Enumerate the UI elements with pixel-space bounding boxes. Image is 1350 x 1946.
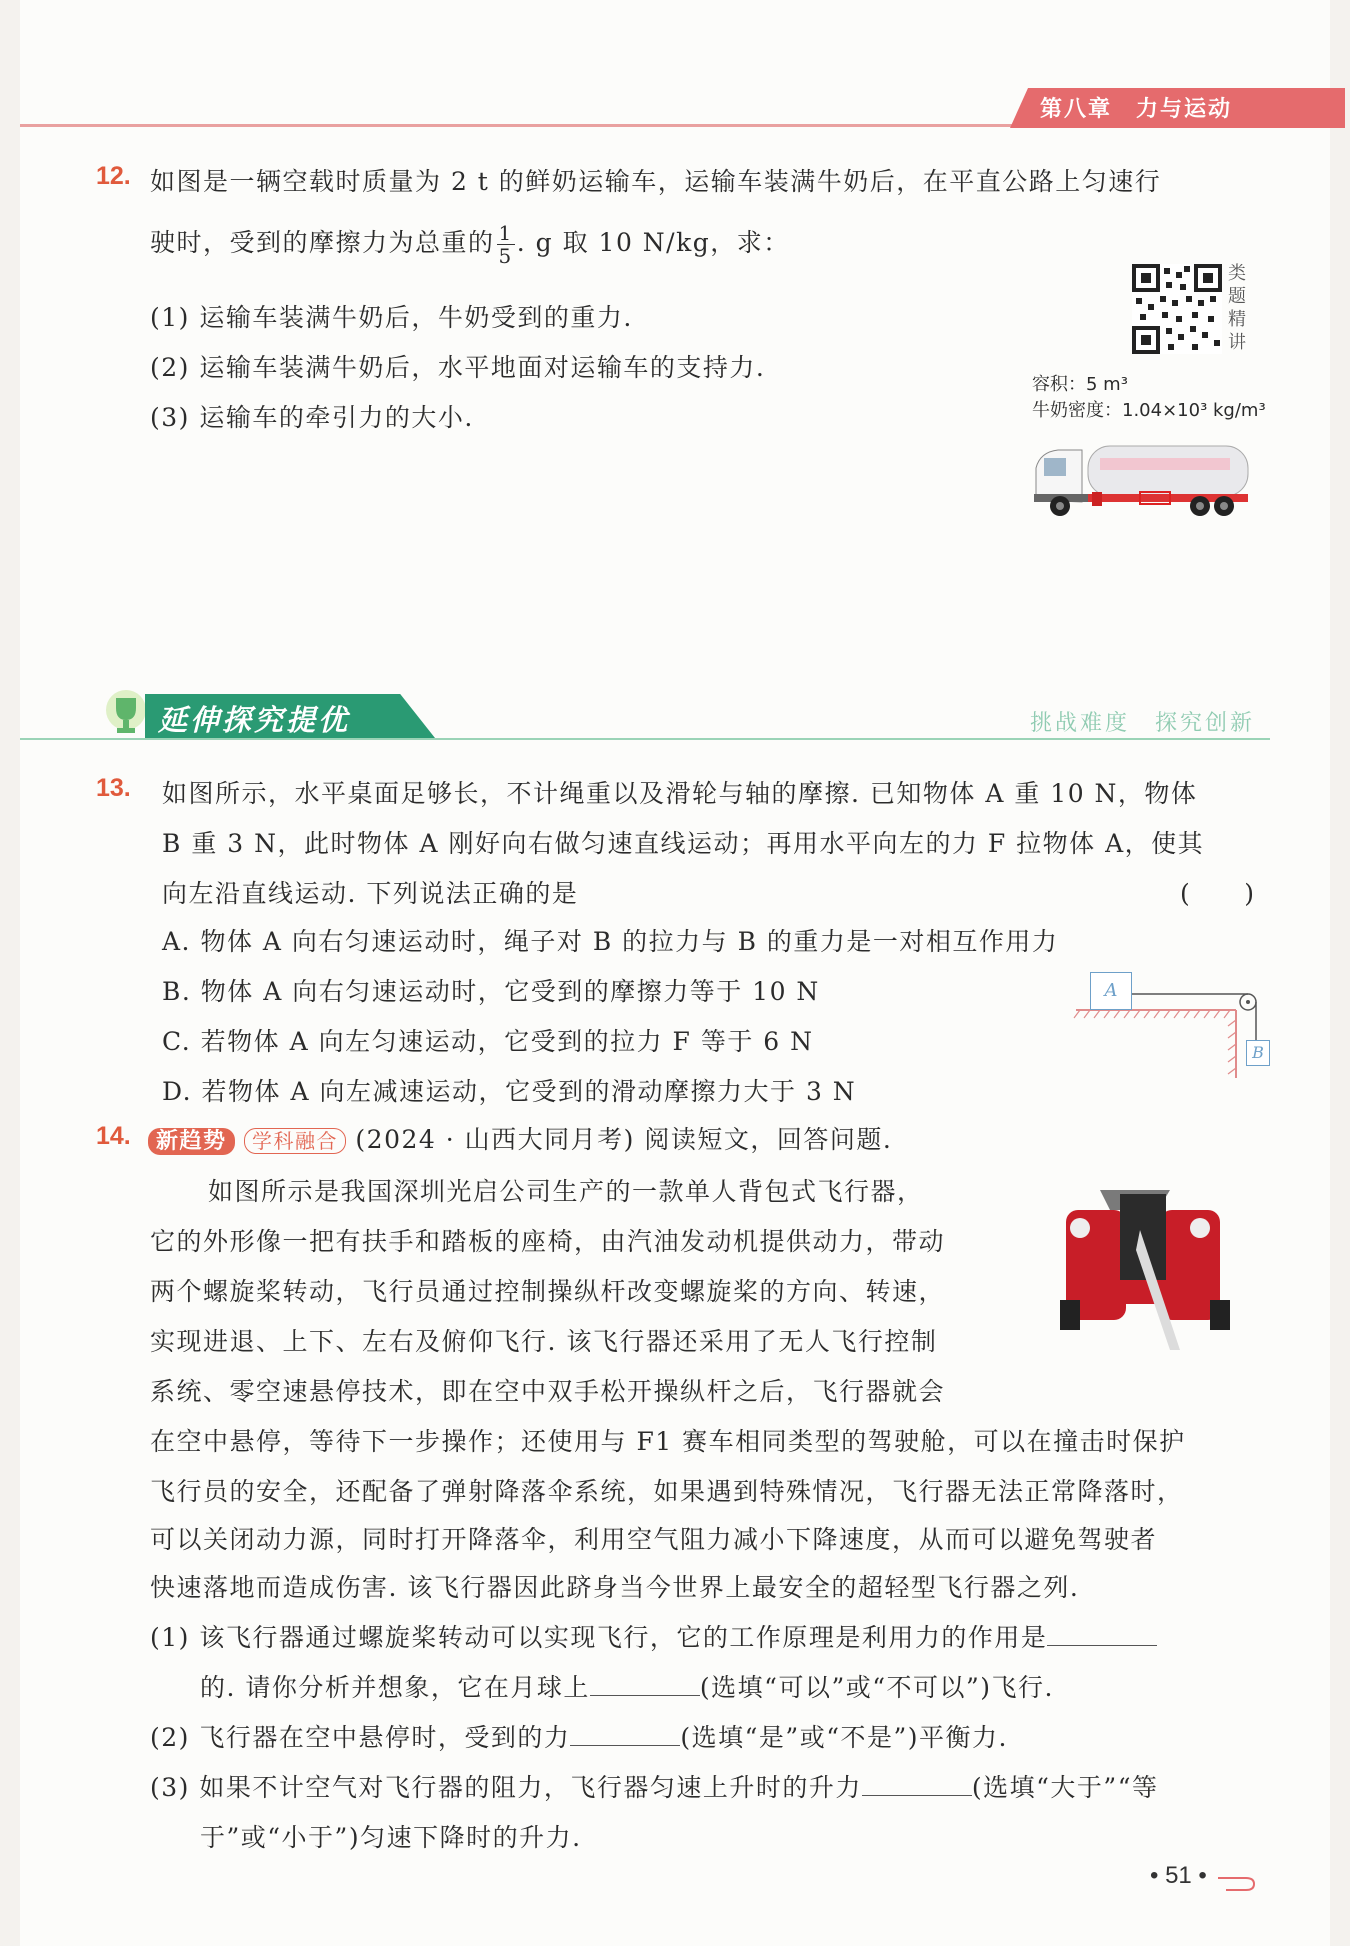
q14-sub1-text: (1) 该飞行器通过螺旋桨转动可以实现飞行，它的工作原理是利用力的作用是 <box>150 1623 1048 1652</box>
jetpack-aircraft-image <box>1040 1170 1260 1354</box>
q14-number: 14. <box>96 1122 131 1150</box>
q13-line3: 向左沿直线运动. 下列说法正确的是 <box>162 879 579 908</box>
q14-sub2-text2: (选填“是”或“不是”)平衡力. <box>680 1723 1008 1752</box>
page-flourish-icon <box>1216 1874 1256 1898</box>
q14-para-line5: 系统、零空速悬停技术，即在空中双手松开操纵杆之后，飞行器就会 <box>150 1377 946 1406</box>
q14-para-line3: 两个螺旋桨转动，飞行员通过控制操纵杆改变螺旋桨的方向、转速， <box>150 1277 946 1306</box>
page <box>20 0 1330 1946</box>
q13-option-a[interactable]: A. 物体 A 向右匀速运动时，绳子对 B 的拉力与 B 的重力是一对相互作用力 <box>162 927 1059 956</box>
q14-sub2 <box>150 1718 1008 1754</box>
q13-line1: 如图所示，水平桌面足够长，不计绳重以及滑轮与轴的摩擦. 已知物体 A 重 10 N，物体 <box>162 779 1198 808</box>
q14-sub1-line2 <box>200 1668 1054 1704</box>
block-a: A <box>1090 972 1132 1010</box>
qr-label: 类题精讲 <box>1228 263 1246 353</box>
q14-para-line4: 实现进退、上下、左右及俯仰飞行. 该飞行器还采用了无人飞行控制 <box>150 1327 938 1356</box>
milk-truck-image <box>1030 428 1254 528</box>
trend-badge: 新趋势 <box>148 1128 235 1155</box>
q14-header <box>148 1120 892 1156</box>
q13-line2: B 重 3 N，此时物体 A 刚好向右做匀速直线运动；再用水平向左的力 F 拉物体 A，使其 <box>162 829 1205 858</box>
section-title: 延伸探究提优 <box>158 703 351 737</box>
density-label: 牛奶密度：1.04×10³ kg/m³ <box>1032 400 1266 421</box>
q12-line2 <box>150 222 790 267</box>
q14-sub1-text3: (选填“可以”或“不可以”)飞行. <box>699 1673 1054 1702</box>
block-b: B <box>1246 1040 1270 1066</box>
q12-sub1: (1) 运输车装满牛奶后，牛奶受到的重力. <box>150 303 633 332</box>
trophy-icon <box>104 690 148 744</box>
qr-code-icon[interactable] <box>1132 264 1222 358</box>
q14-sub3-text: (3) 如果不计空气对飞行器的阻力，飞行器匀速上升时的升力 <box>150 1773 862 1802</box>
answer-blank-1[interactable] <box>1047 1623 1157 1646</box>
q14-sub1-line1 <box>150 1618 1157 1654</box>
answer-blank-3[interactable] <box>570 1723 680 1746</box>
q14-sub1-text2: 的. 请你分析并想象，它在月球上 <box>200 1673 590 1702</box>
q14-sub3-text2: (选填“大于”“等 <box>971 1773 1159 1802</box>
q13-answer-paren: ( ) <box>1180 879 1256 908</box>
q12-line1: 如图是一辆空载时质量为 2 t 的鲜奶运输车，运输车装满牛奶后，在平直公路上匀速行 <box>150 167 1162 196</box>
q12-number: 12. <box>96 162 131 190</box>
capacity-label: 容积：5 m³ <box>1032 374 1128 395</box>
q13-option-c[interactable]: C. 若物体 A 向左匀速运动，它受到的拉力 F 等于 6 N <box>162 1027 814 1056</box>
q13-option-d[interactable]: D. 若物体 A 向左减速运动，它受到的滑动摩擦力大于 3 N <box>162 1077 857 1106</box>
q13-option-b[interactable]: B. 物体 A 向右匀速运动时，它受到的摩擦力等于 10 N <box>162 977 820 1006</box>
q12-fraction <box>497 222 515 267</box>
q12-sub3: (3) 运输车的牵引力的大小. <box>150 403 474 432</box>
q14-para-line8: 可以关闭动力源，同时打开降落伞，利用空气阻力减小下降速度，从而可以避免驾驶者 <box>150 1525 1158 1554</box>
fraction-denominator: 5 <box>498 244 513 268</box>
section-subtitle: 挑战难度 探究创新 <box>1030 711 1256 736</box>
q14-sub3-line1 <box>150 1768 1158 1804</box>
q12-sub2: (2) 运输车装满牛奶后，水平地面对运输车的支持力. <box>150 353 766 382</box>
q12-line2b: . g 取 10 N/kg，求： <box>516 228 790 257</box>
q13-number: 13. <box>96 774 131 802</box>
q14-intro: (2024 · 山西大同月考) 阅读短文，回答问题. <box>355 1125 893 1154</box>
q14-para-line9: 快速落地而造成伤害. 该飞行器因此跻身当今世界上最安全的超轻型飞行器之列. <box>150 1573 1080 1602</box>
answer-blank-4[interactable] <box>862 1773 972 1796</box>
q14-para-line1: 如图所示是我国深圳光启公司生产的一款单人背包式飞行器， <box>208 1177 924 1206</box>
fraction-numerator: 1 <box>498 221 513 245</box>
q14-para-line2: 它的外形像一把有扶手和踏板的座椅，由汽油发动机提供动力，带动 <box>150 1227 946 1256</box>
q14-para-line7: 飞行员的安全，还配备了弹射降落伞系统，如果遇到特殊情况，飞行器无法正常降落时， <box>150 1477 1184 1506</box>
q14-sub2-text: (2) 飞行器在空中悬停时，受到的力 <box>150 1723 571 1752</box>
subject-badge: 学科融合 <box>244 1128 346 1154</box>
q14-para-line6: 在空中悬停，等待下一步操作；还使用与 F1 赛车相同类型的驾驶舱，可以在撞击时保护 <box>150 1427 1186 1456</box>
q14-sub3-line2: 于”或“小于”)匀速下降时的升力. <box>200 1823 582 1852</box>
page-number: • 51 • <box>1150 1862 1207 1889</box>
chapter-title: 第八章 力与运动 <box>1040 97 1233 122</box>
answer-blank-2[interactable] <box>590 1673 700 1696</box>
q12-line2a: 驶时，受到的摩擦力为总重的 <box>150 228 495 257</box>
